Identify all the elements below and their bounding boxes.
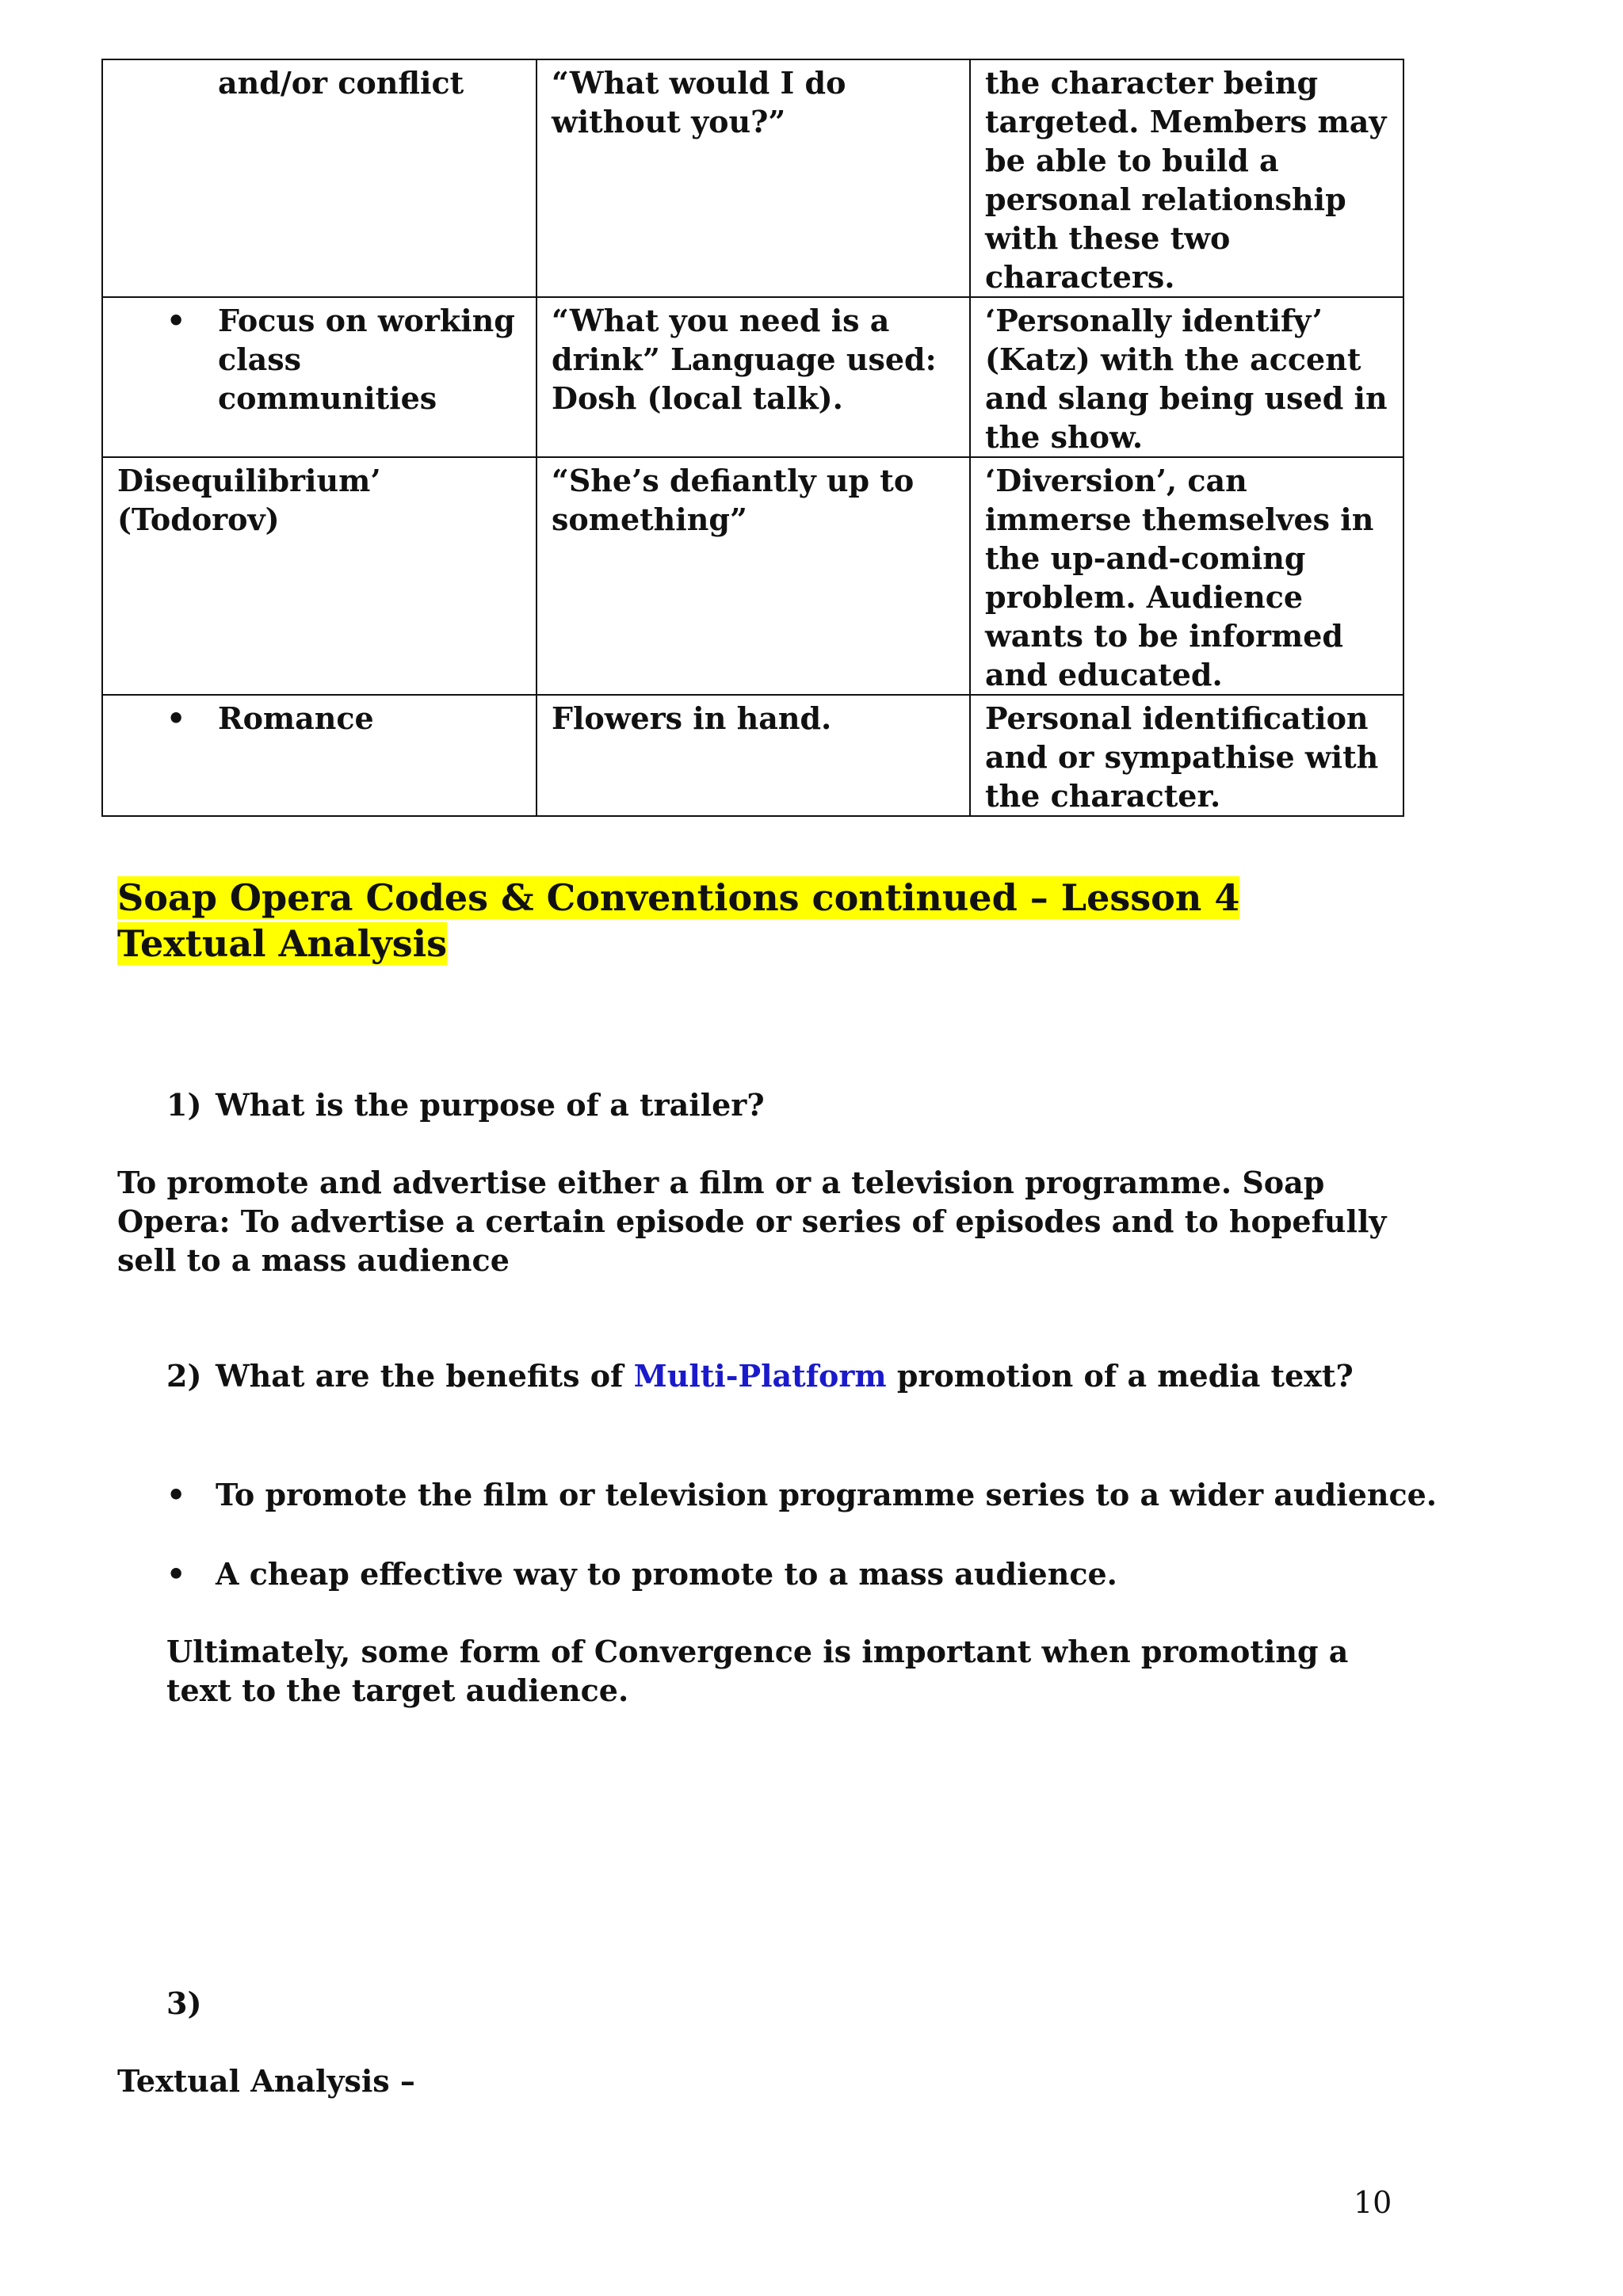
question-2-text <box>216 1356 1354 1395</box>
cell-text: Romance <box>218 700 374 736</box>
question-1-number: 1) <box>166 1087 202 1123</box>
question-2-text-after: promotion of a media text? <box>886 1358 1354 1394</box>
textual-analysis-label: Textual Analysis – <box>117 2063 415 2099</box>
table-cell <box>102 297 537 457</box>
bullet-icon: • <box>166 303 186 338</box>
conventions-table <box>101 59 1404 817</box>
multi-platform-term: Multi-Platform <box>633 1358 887 1394</box>
page-number: 10 <box>1354 2185 1392 2220</box>
table-row <box>102 695 1403 816</box>
benefit-text: A cheap effective way to promote to a mass audience. <box>216 1556 1117 1592</box>
table-cell: the character being targeted. Members may be able to build a personal relationship with these two characters. <box>970 59 1403 297</box>
table-cell: Personal identification and or sympathise with the character. <box>970 695 1403 816</box>
table-cell: “What would I do without you?” <box>537 59 970 297</box>
table-cell <box>102 695 537 816</box>
conclusion-paragraph: Ultimately, some form of Convergence is important when promoting a text to the target audience. <box>166 1634 1349 1708</box>
cell-text: Focus on working class communities <box>218 303 515 416</box>
table-cell: “She’s defiantly up to something” <box>537 457 970 695</box>
question-1-text: What is the purpose of a trailer? <box>216 1087 765 1123</box>
heading-line-2: Textual Analysis <box>117 922 448 965</box>
question-3-number: 3) <box>166 1985 202 2021</box>
table-row <box>102 457 1403 695</box>
table-cell: Disequilibrium’ (Todorov) <box>102 457 537 695</box>
table-cell: Flowers in hand. <box>537 695 970 816</box>
question-1-answer: To promote and advertise either a film or a television programme. Soap Opera: To advertise a certain episode or series of episodes and to hopefully sell to a mass audience <box>117 1165 1387 1278</box>
table-row <box>102 297 1403 457</box>
benefit-text: To promote the film or television programme series to a wider audience. <box>216 1477 1438 1512</box>
table-cell: ‘Personally identify’ (Katz) with the accent and slang being used in the show. <box>970 297 1403 457</box>
table-row <box>102 59 1403 297</box>
table-cell: ‘Diversion’, can immerse themselves in the up-and-coming problem. Audience wants to be informed and educated. <box>970 457 1403 695</box>
heading-line-1: Soap Opera Codes & Conventions continued – Lesson 4 <box>117 876 1240 919</box>
question-2-number: 2) <box>166 1358 202 1394</box>
table-cell: “What you need is a drink” Language used: Dosh (local talk). <box>537 297 970 457</box>
bullet-icon: • <box>166 1556 186 1592</box>
table-cell: and/or conflict <box>102 59 537 297</box>
bullet-icon: • <box>166 1477 186 1512</box>
question-2-text-before: What are the benefits of <box>216 1358 634 1394</box>
section-heading <box>117 875 1239 967</box>
bullet-icon: • <box>166 700 186 736</box>
